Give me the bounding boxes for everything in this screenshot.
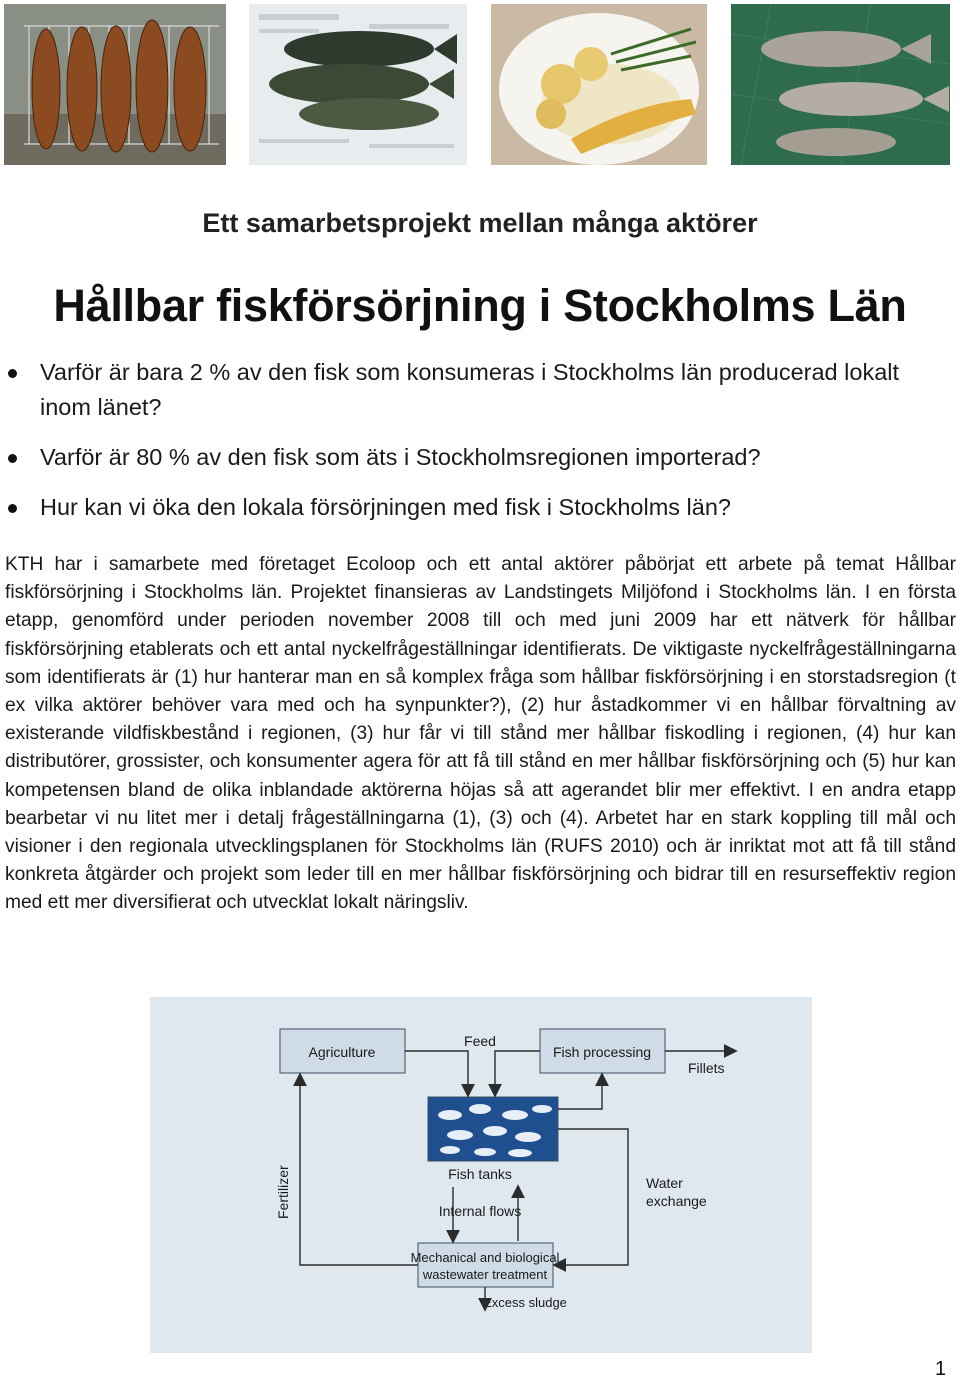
bullet-icon: [8, 454, 17, 463]
fertilizer-arrow: [300, 1075, 418, 1265]
question-text: Varför är 80 % av den fisk som äts i Stockholmsregionen importerad?: [40, 444, 761, 470]
bullet-icon: [8, 369, 17, 378]
fish-tanks-label: Fish tanks: [448, 1166, 512, 1182]
excess-sludge-label: Excess sludge: [483, 1295, 567, 1310]
feed-arrow: [405, 1051, 468, 1095]
question-list: [0, 355, 950, 540]
list-item: [0, 490, 950, 525]
smoked-fish-photo: [4, 4, 226, 165]
agriculture-label: Agriculture: [308, 1044, 376, 1060]
internal-flows-label: Internal flows: [438, 1203, 522, 1219]
processing-to-tank-arrow: [495, 1051, 540, 1095]
question-text: Varför är bara 2 % av den fisk som konsumeras i Stockholms län producerad lokalt inom länet?: [40, 359, 900, 420]
fish-dish-photo: [491, 4, 707, 165]
treatment-label-line2: wastewater treatment: [422, 1267, 548, 1282]
feed-label: Feed: [464, 1033, 496, 1049]
fertilizer-label: Fertilizer: [275, 1165, 291, 1219]
list-item: [0, 440, 950, 475]
page-title: Hållbar fiskförsörjning i Stockholms Län: [53, 280, 907, 331]
question-text: Hur kan vi öka den lokala försörjningen med fisk i Stockholms län?: [40, 494, 731, 520]
subtitle: Ett samarbetsprojekt mellan många aktörer: [202, 208, 758, 238]
fresh-fish-photo: [249, 4, 467, 165]
water-exchange-label-line1: Water: [646, 1175, 683, 1191]
aquaculture-flow-diagram: [150, 997, 812, 1353]
fish-processing-label: Fish processing: [552, 1044, 652, 1060]
treatment-label-line1: Mechanical and biological: [410, 1250, 560, 1265]
fish-on-cloth-photo: [731, 4, 950, 165]
water-exchange-arrow: [555, 1129, 628, 1265]
bullet-icon: [8, 504, 17, 513]
water-exchange-label-line2: exchange: [646, 1193, 707, 1209]
tank-to-processing-arrow: [558, 1075, 602, 1109]
page-number: 1: [935, 1358, 947, 1380]
fillets-label: Fillets: [688, 1060, 725, 1076]
list-item: [0, 355, 950, 425]
body-paragraph: KTH har i samarbete med företaget Ecoloop och ett antal aktörer påbörjat ett arbete på temat Hållbar fiskförsörjning i Stockholms län. Projektet finansieras av Landstingets Miljöfond i Stockholms län. I en första etapp, genomförd under perioden november 2008 till och med juni 2009 har ett nätverk för hållbar fiskförsörjning etablerats och ett antal nyckelfrågeställningar identifierats. De viktigaste nyckelfrågeställningarna som identifierats är (1) hur hanterar man en så komplex fråga som hållbar fiskförsörjning i en storstadsregion (t ex vilka aktörer behöver vara med och ha synpunkter?), (2) hur åstadkommer vi en hållbar förvaltning av existerande vildfiskbestånd i regionen, (3) hur får vi till stånd mer hållbar fiskodling i regionen, (4) hur kan distributörer, grossister, och konsumenter agera för att få till stånd en mer hållbar fiskförsörjning och (5) hur kan kompetensen bland de olika inblandade aktörerna höjas så att agerandet blir mer effektivt. I en andra etapp bearbetar vi nu litet mer i detalj frågeställningarna (1), (3) och (4). Arbetet har en stark koppling till mål och visioner i den regionala utvecklingsplanen för Stockholms län (RUFS 2010) och är inriktat mot att få till stånd konkreta åtgärder och projekt som leder till en mer hållbar fiskförsörjning och bidrar till en resurseffektiv region med ett mer diversifierat och utvecklat lokalt näringsliv.: [5, 554, 956, 914]
